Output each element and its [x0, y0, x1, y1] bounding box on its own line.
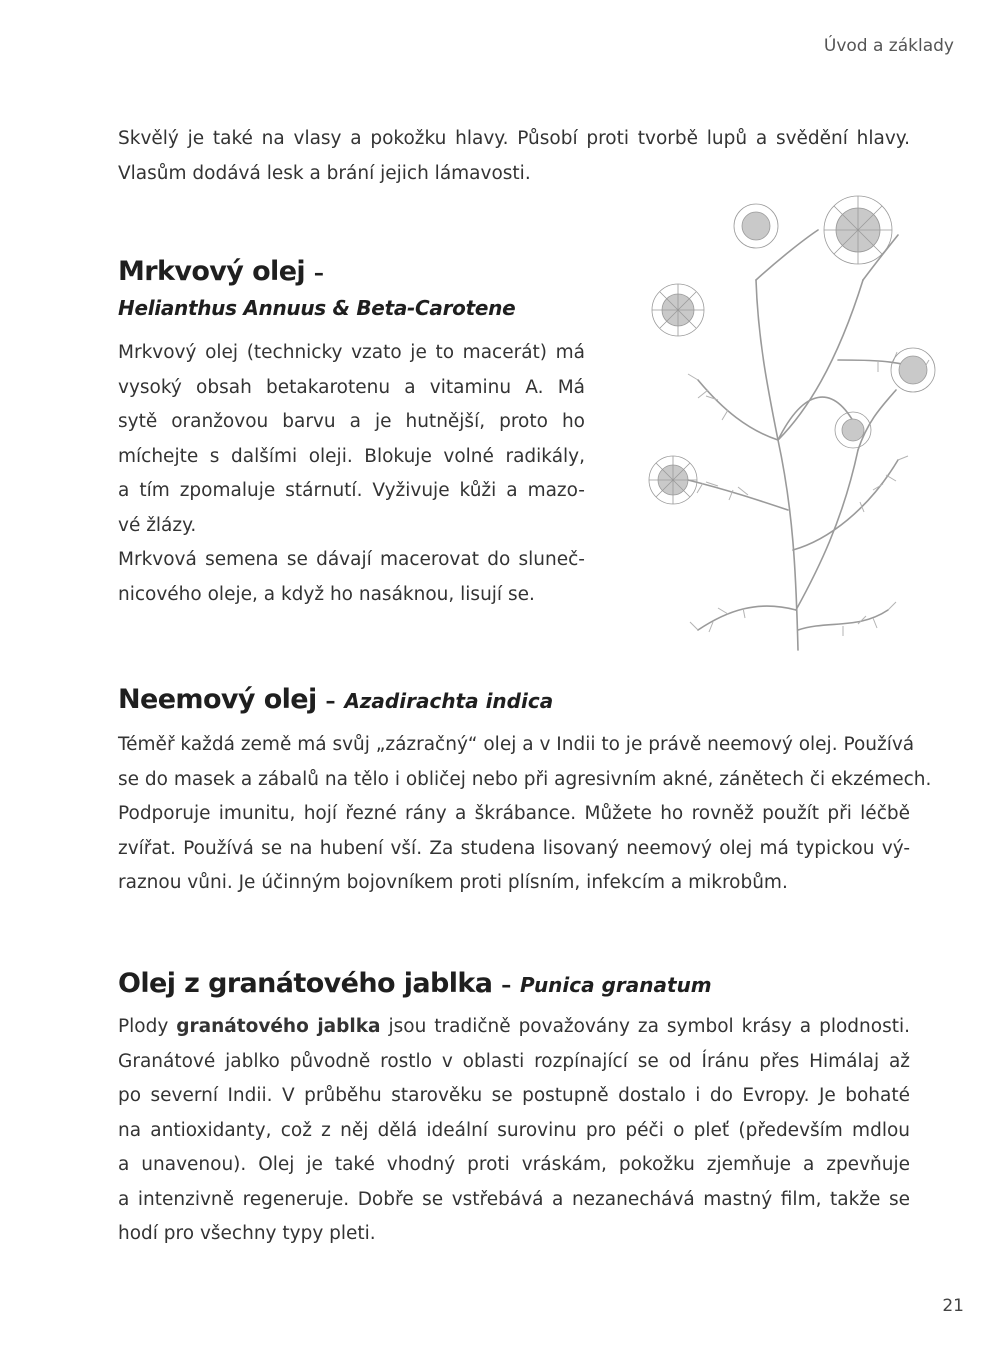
- text-line: míchejte s dalšími oleji. Blokuje volné radikály,: [118, 445, 585, 467]
- text-line: hodí pro všechny typy pleti.: [118, 1223, 376, 1244]
- page-number: 21: [942, 1296, 964, 1316]
- heading-dash: –: [313, 261, 324, 285]
- text-line: po severní Indii. V průběhu starověku se postupně dostalo i do Evropy. Je bohaté: [118, 1085, 910, 1106]
- text-line: a tím zpomaluje stárnutí. Vyživuje kůži a mazo-: [118, 480, 585, 501]
- text-line: sytě oranžovou barvu a je hutnější, proto ho: [118, 411, 585, 432]
- text-line: [118, 1010, 910, 1045]
- text-line: Skvělý je také na vlasy a pokožku hlavy. Působí proti tvorbě lupů a svědění hlavy.: [118, 128, 910, 149]
- intro-paragraph: [118, 122, 910, 191]
- text-line: Granátové jablko původně rostlo v oblasti rozpínající se od Íránu přes Himálaj až: [118, 1050, 910, 1072]
- text-line: se do masek a zábalů na tělo i obličej nebo při agresivním akné, zánětech či ekzémech.: [118, 768, 932, 790]
- text-line: Mrkvový olej (technicky vzato je to macerát) má: [118, 342, 585, 363]
- pomegranate-oil-title: Olej z granátového jablka: [118, 968, 493, 999]
- pomegranate-oil-heading: [118, 968, 712, 999]
- text-line: na antioxidanty, což z něj dělá ideální surovinu pro péči o pleť (především mdlou: [118, 1119, 910, 1141]
- neem-oil-title: Neemový olej: [118, 684, 317, 715]
- text-line: Podporuje imunitu, hojí řezné rány a škrábance. Můžete ho rovněž použít při léčbě: [118, 803, 910, 824]
- text-run: jsou tradičně považovány za symbol krásy a plodnosti.: [380, 1016, 911, 1037]
- text-line: Téměř každá země má svůj „zázračný“ olej a v Indii to je právě neemový olej. Používá: [118, 734, 915, 755]
- text-line: zvířat. Používá se na hubení vší. Za studena lisovaný neemový olej má typickou vý-: [118, 837, 910, 859]
- carrot-oil-heading: [118, 256, 324, 287]
- neem-oil-latin-name: Azadirachta indica: [344, 689, 554, 713]
- neem-oil-heading: [118, 684, 553, 715]
- text-line: a unavenou). Olej je také vhodný proti vráskám, pokožku zjemňuje a zpevňuje: [118, 1154, 910, 1175]
- carrot-oil-latin-name: Helianthus Annuus & Beta-Carotene: [118, 296, 516, 320]
- text-line: vé žlázy.: [118, 514, 197, 536]
- text-line: a intenzivně regeneruje. Dobře se vstřebává a nezanechává mastný film, takže se: [118, 1188, 910, 1210]
- carrot-oil-title: Mrkvový olej: [118, 256, 306, 287]
- pomegranate-oil-latin-name: Punica granatum: [520, 973, 712, 997]
- wild-carrot-plant-icon: [628, 190, 948, 685]
- neem-oil-paragraph: [118, 728, 932, 901]
- text-line: vysoký obsah betakarotenu a vitaminu A. Má: [118, 376, 585, 398]
- text-line: Mrkvová semena se dávají macerovat do sluneč-: [118, 549, 585, 570]
- text-line: raznou vůni. Je účinným bojovníkem proti plísním, infekcím a mikrobům.: [118, 872, 788, 893]
- text-line: nicového oleje, a když ho nasáknou, lisují se.: [118, 583, 535, 605]
- carrot-oil-paragraph: [118, 336, 585, 612]
- highlighted-term: granátového jablka: [176, 1016, 381, 1037]
- running-header: Úvod a základy: [823, 36, 954, 56]
- text-run: Plody: [118, 1016, 177, 1037]
- text-line: Vlasům dodává lesk a brání jejich lámavosti.: [118, 162, 531, 184]
- pomegranate-oil-paragraph: [118, 1010, 910, 1252]
- heading-dash: –: [501, 973, 512, 997]
- heading-dash: –: [325, 689, 336, 713]
